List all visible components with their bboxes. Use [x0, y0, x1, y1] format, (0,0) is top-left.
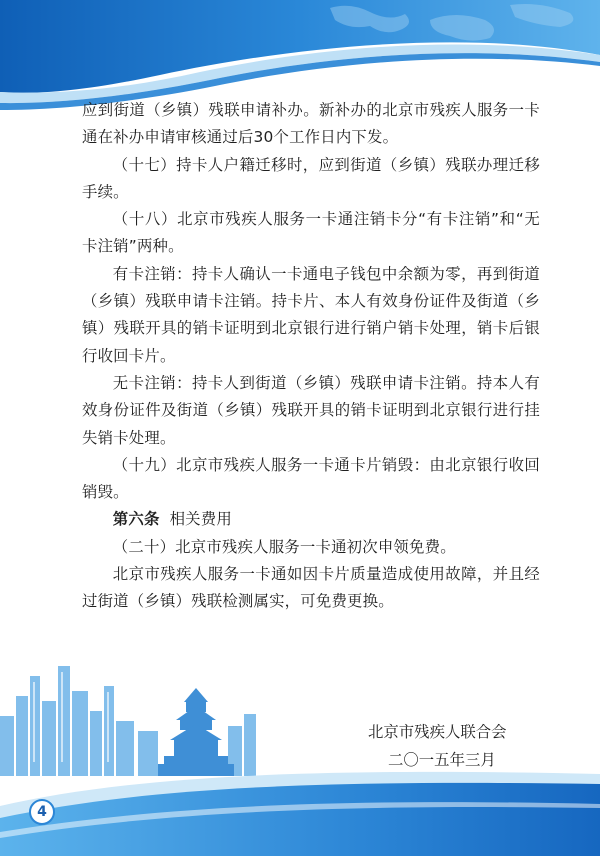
paragraph-p8: 北京市残疾人服务一卡通如因卡片质量造成使用故障，并且经过街道（乡镇）残联检测属实，可免费更换。	[82, 565, 540, 611]
signature-org: 北京市残疾人联合会	[368, 723, 507, 741]
signature-date: 二〇一五年三月	[388, 751, 496, 769]
article-subtitle: 相关费用	[169, 510, 232, 529]
page-number	[28, 798, 56, 826]
footer-banner	[0, 656, 600, 856]
paragraph-p3: （十八）北京市残疾人服务一卡通注销卡分“有卡注销”和“无卡注销”两种。	[82, 210, 540, 256]
paragraph-p2: （十七）持卡人户籍迁移时，应到街道（乡镇）残联办理迁移手续。	[82, 155, 540, 201]
main-content	[82, 97, 540, 616]
paragraph-p4: 有卡注销：持卡人确认一卡通电子钱包中余额为零，再到街道（乡镇）残联申请卡注销。持卡片、本人有效身份证件及街道（乡镇）残联开具的销卡证明到北京银行进行销户销卡处理，销卡后银行收回卡片。	[82, 264, 540, 365]
paragraph-p7: （二十）北京市残疾人服务一卡通初次申领免费。	[112, 537, 456, 556]
article-heading	[82, 506, 540, 533]
paragraph-p5: 无卡注销：持卡人到街道（乡镇）残联申请卡注销。持本人有效身份证件及街道（乡镇）残联开具的销卡证明到北京银行进行挂失销卡处理。	[82, 373, 540, 447]
paragraph-p6: （十九）北京市残疾人服务一卡通卡片销毁：由北京银行收回销毁。	[82, 455, 540, 502]
paragraph-p1: 应到街道（乡镇）残联申请补办。新补办的北京市残疾人服务一卡通在补办申请审核通过后30个工作日内下发。	[82, 101, 540, 147]
article-title: 第六条	[112, 510, 160, 529]
page-number-label: 4	[37, 804, 47, 820]
